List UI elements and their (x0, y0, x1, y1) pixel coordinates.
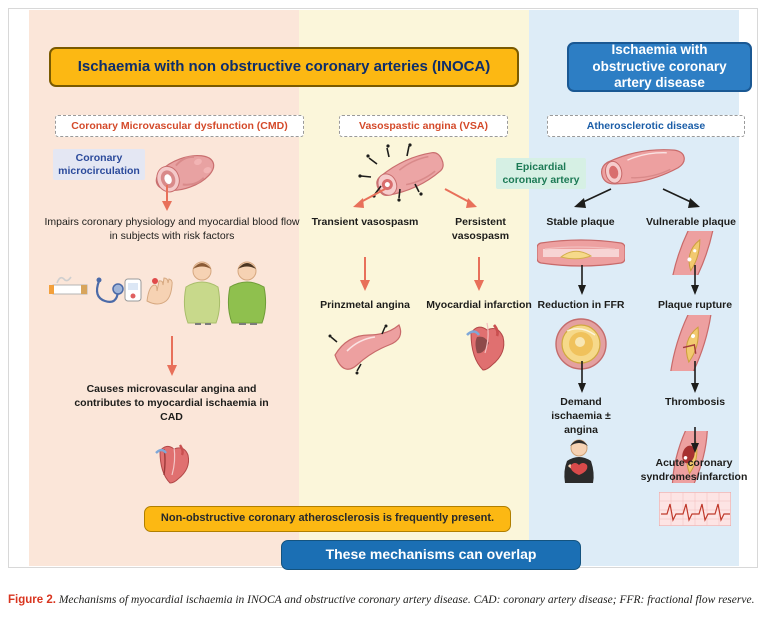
text-reduction-in-ffr: Reduction in FFR (537, 299, 625, 311)
arrow-ffr-to-demand (574, 361, 590, 393)
stethoscope-icon (97, 278, 124, 302)
text-persistent-vasospasm: Persistent vasospasm (451, 216, 510, 243)
banner-obstructive: Ischaemia with obstructive coronary artery disease (567, 42, 752, 92)
subhead-cmd: Coronary Microvascular dysfunction (CMD) (55, 115, 304, 137)
obese-patients-icon (184, 262, 219, 325)
banner-non-obstructive-note: Non-obstructive coronary atherosclerosis is frequently present. (144, 506, 511, 532)
arrow-to-stable-plaque (569, 187, 615, 213)
arrow-vsa-to-transient (349, 187, 389, 213)
arrow-cmd-to-impairs (159, 185, 175, 211)
chest-pain-patient-icon (557, 437, 603, 488)
constricted-artery-icon (327, 321, 411, 382)
text-thrombosis: Thrombosis (664, 396, 726, 408)
text-myocardial-infarction: Myocardial infarction (426, 299, 532, 311)
arrow-to-vulnerable-plaque (659, 187, 705, 213)
ecg-strip-icon (659, 492, 731, 531)
caption-text: Mechanisms of myocardial ischaemia in INOCA and obstructive coronary artery disease. CAD: coronary artery disease; FFR: fractional flow reserve. (55, 594, 755, 606)
arrow-impairs-to-causes (164, 336, 180, 376)
arrow-vsa-to-persistent (441, 187, 481, 213)
caption-label: Figure 2. (8, 594, 56, 606)
text-impairs-physiology: Impairs coronary physiology and myocardial blood flow in subjects with risk factors (44, 216, 300, 243)
text-prinzmetal-angina: Prinzmetal angina (320, 299, 410, 311)
label-coronary-microcirculation: Coronary microcirculation (53, 149, 145, 180)
heart-icon (152, 441, 192, 490)
text-acute-coronary-syndromes: Acute coronary syndromes/infarction (640, 457, 748, 484)
banner-inoca: Ischaemia with non obstructive coronary arteries (INOCA) (49, 47, 519, 87)
diagram-frame (8, 8, 758, 568)
figure-caption (8, 592, 760, 609)
glucose-test-hand-icon (147, 278, 172, 304)
column-vsa-background (299, 10, 529, 566)
text-vulnerable-plaque: Vulnerable plaque (645, 216, 737, 228)
cigarette-icon (49, 277, 87, 294)
arrow-transient-to-prinzmetal (357, 257, 373, 291)
blood-pressure-icon (125, 279, 141, 301)
text-causes-microvascular-angina: Causes microvascular angina and contributes to myocardial ischaemia in CAD (74, 383, 269, 424)
banner-overlap: These mechanisms can overlap (281, 540, 581, 570)
subhead-vsa: Vasospastic angina (VSA) (339, 115, 508, 137)
arrow-rupture-to-thrombosis (687, 361, 703, 393)
text-demand-ischaemia: Demand ischaemia ± angina (551, 396, 611, 437)
arrow-stable-to-ffr (574, 265, 590, 295)
text-plaque-rupture: Plaque rupture (657, 299, 733, 311)
text-transient-vasospasm: Transient vasospasm (311, 216, 419, 228)
infarcted-heart-icon (461, 319, 511, 378)
subhead-atherosclerotic: Atherosclerotic disease (547, 115, 745, 137)
arrow-vulnerable-to-rupture (687, 265, 703, 295)
arrow-thrombosis-to-acute (687, 427, 703, 453)
text-stable-plaque: Stable plaque (546, 216, 615, 228)
risk-factor-icons-row (47, 259, 297, 330)
arrow-persistent-to-infarction (471, 257, 487, 291)
label-epicardial-coronary-artery: Epicardial coronary artery (496, 158, 586, 189)
